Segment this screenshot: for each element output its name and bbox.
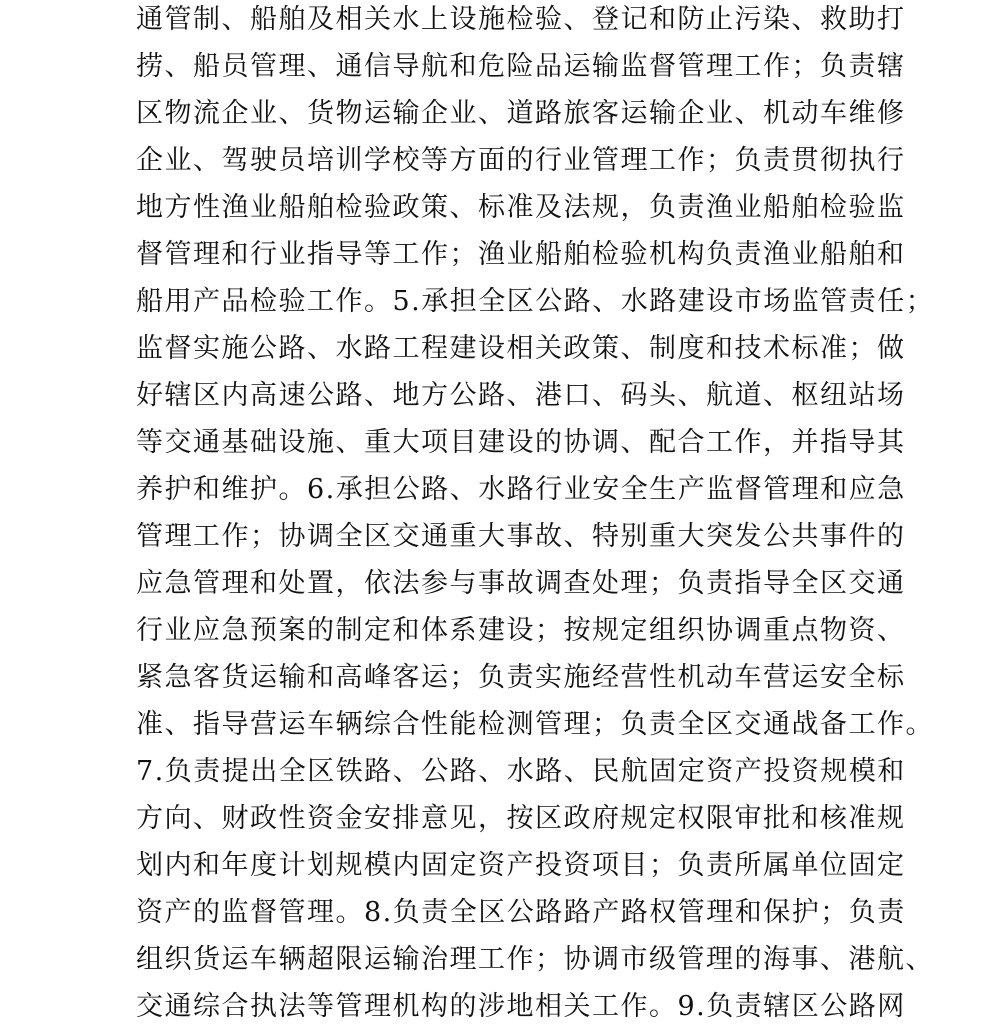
text-line: 资产的监督管理。8.负责全区公路路产路权管理和保护；负责 — [136, 897, 906, 928]
text-line: 区物流企业、货物运输企业、道路旅客运输企业、机动车维修 — [136, 98, 906, 129]
text-line: 紧急客货运输和高峰客运；负责实施经营性机动车营运安全标 — [136, 662, 906, 693]
text-line: 行业应急预案的制定和体系建设；按规定组织协调重点物资、 — [136, 615, 906, 646]
text-line: 船用产品检验工作。5.承担全区公路、水路建设市场监管责任； — [136, 286, 935, 317]
text-line: 组织货运车辆超限运输治理工作；协调市级管理的海事、港航、 — [136, 944, 934, 975]
text-line: 好辖区内高速公路、地方公路、港口、码头、航道、枢纽站场 — [136, 380, 906, 411]
text-line: 准、指导营运车辆综合性能检测管理；负责全区交通战备工作。 — [136, 709, 934, 740]
text-line: 应急管理和处置，依法参与事故调查处理；负责指导全区交通 — [136, 568, 906, 599]
text-line: 等交通基础设施、重大项目建设的协调、配合工作，并指导其 — [136, 427, 906, 458]
text-line: 交通综合执法等管理机构的涉地相关工作。9.负责辖区公路网 — [136, 991, 906, 1022]
text-line: 通管制、船舶及相关水上设施检验、登记和防止污染、救助打 — [136, 4, 906, 35]
text-line: 养护和维护。6.承担公路、水路行业安全生产监督管理和应急 — [136, 474, 906, 505]
text-line: 7.负责提出全区铁路、公路、水路、民航固定资产投资规模和 — [136, 756, 906, 787]
text-line: 地方性渔业船舶检验政策、标准及法规，负责渔业船舶检验监 — [136, 192, 906, 223]
text-line: 捞、船员管理、通信导航和危险品运输监督管理工作；负责辖 — [136, 51, 906, 82]
text-line: 监督实施公路、水路工程建设相关政策、制度和技术标准；做 — [136, 333, 906, 364]
text-line: 方向、财政性资金安排意见，按区政府规定权限审批和核准规 — [136, 803, 906, 834]
text-line: 企业、驾驶员培训学校等方面的行业管理工作；负责贯彻执行 — [136, 145, 906, 176]
text-line: 督管理和行业指导等工作；渔业船舶检验机构负责渔业船舶和 — [136, 239, 906, 270]
text-line: 划内和年度计划规模内固定资产投资项目；负责所属单位固定 — [136, 850, 906, 881]
text-line: 管理工作；协调全区交通重大事故、特别重大突发公共事件的 — [136, 521, 906, 552]
